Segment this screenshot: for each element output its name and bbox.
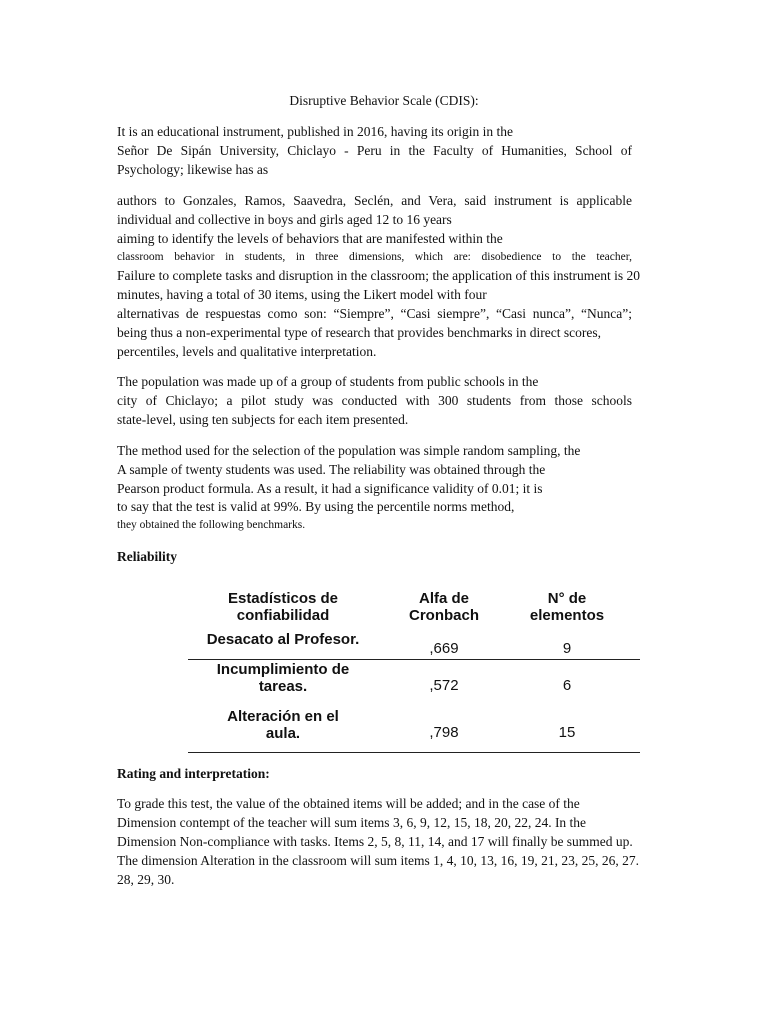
paragraph-line: Señor De Sipán University, Chiclayo - Peru in the Faculty of Humanities, School of [117,143,632,158]
table-rule [188,659,640,660]
table-cell-alpha: ,798 [429,724,459,741]
paragraph-line: authors to Gonzales, Ramos, Saavedra, Seclén, and Vera, said instrument is applicable [117,193,632,208]
table-cell-elements: 9 [562,640,572,657]
table-cell-alpha: ,669 [429,640,459,657]
table-rule [188,752,640,753]
paragraph-line: percentiles, levels and qualitative interpretation. [117,344,377,359]
rating-heading: Rating and interpretation: [117,766,270,781]
paragraph-line: 28, 29, 30. [117,872,175,887]
paragraph-line: being thus a non-experimental type of research that provides benchmarks in direct scores, [117,325,601,340]
reliability-heading: Reliability [117,549,177,564]
paragraph-line: classroom behavior in students, in three dimensions, which are: disobedience to the teacher, [117,251,632,263]
paragraph-line: Pearson product formula. As a result, it had a significance validity of 0.01; it is [117,481,543,496]
paragraph-line: The dimension Alteration in the classroom will sum items 1, 4, 10, 13, 16, 19, 21, 23, 25, 26, 27. [117,853,639,868]
paragraph-line: The population was made up of a group of students from public schools in the [117,374,539,389]
paragraph-line: It is an educational instrument, published in 2016, having its origin in the [117,124,513,139]
paragraph-line: to say that the test is valid at 99%. By using the percentile norms method, [117,499,515,514]
table-header-stats: Estadísticos de confiabilidad [227,590,339,624]
table-header-elements: N° de elementos [529,590,605,624]
table-row-label: Desacato al Profesor. [206,631,360,648]
table-cell-alpha: ,572 [429,677,459,694]
table-header-alpha: Alfa de Cronbach [408,590,479,624]
table-cell-elements: 6 [562,677,572,694]
paragraph-line: minutes, having a total of 30 items, using the Likert model with four [117,287,487,302]
paragraph-line: A sample of twenty students was used. The reliability was obtained through the [117,462,546,477]
paragraph-line: they obtained the following benchmarks. [117,519,306,531]
paragraph-line: Failure to complete tasks and disruption in the classroom; the application of this instrument is 20 [117,268,641,283]
paragraph-line: To grade this test, the value of the obtained items will be added; and in the case of the [117,796,580,811]
paragraph-line: state-level, using ten subjects for each item presented. [117,412,409,427]
paragraph-line: Psychology; likewise has as [117,162,269,177]
table-cell-elements: 15 [558,724,576,741]
paragraph-line: Dimension contempt of the teacher will sum items 3, 6, 9, 12, 15, 18, 20, 22, 24. In the [117,815,587,830]
table-row-label: Incumplimiento de tareas. [216,661,350,695]
document-title: Disruptive Behavior Scale (CDIS): [289,93,479,108]
paragraph-line: Dimension Non-compliance with tasks. Items 2, 5, 8, 11, 14, and 17 will finally be summed up. [117,834,633,849]
paragraph-line: individual and collective in boys and girls aged 12 to 16 years [117,212,452,227]
paragraph-line: city of Chiclayo; a pilot study was conducted with 300 students from those schools [117,393,632,408]
paragraph-line: alternativas de respuestas como son: “Siempre”, “Casi siempre”, “Casi nunca”, “Nunca”; [117,306,632,321]
paragraph-line: aiming to identify the levels of behaviors that are manifested within the [117,231,503,246]
paragraph-line: The method used for the selection of the population was simple random sampling, the [117,443,581,458]
reliability-table [188,584,640,756]
table-row-label: Alteración en el aula. [227,708,339,742]
